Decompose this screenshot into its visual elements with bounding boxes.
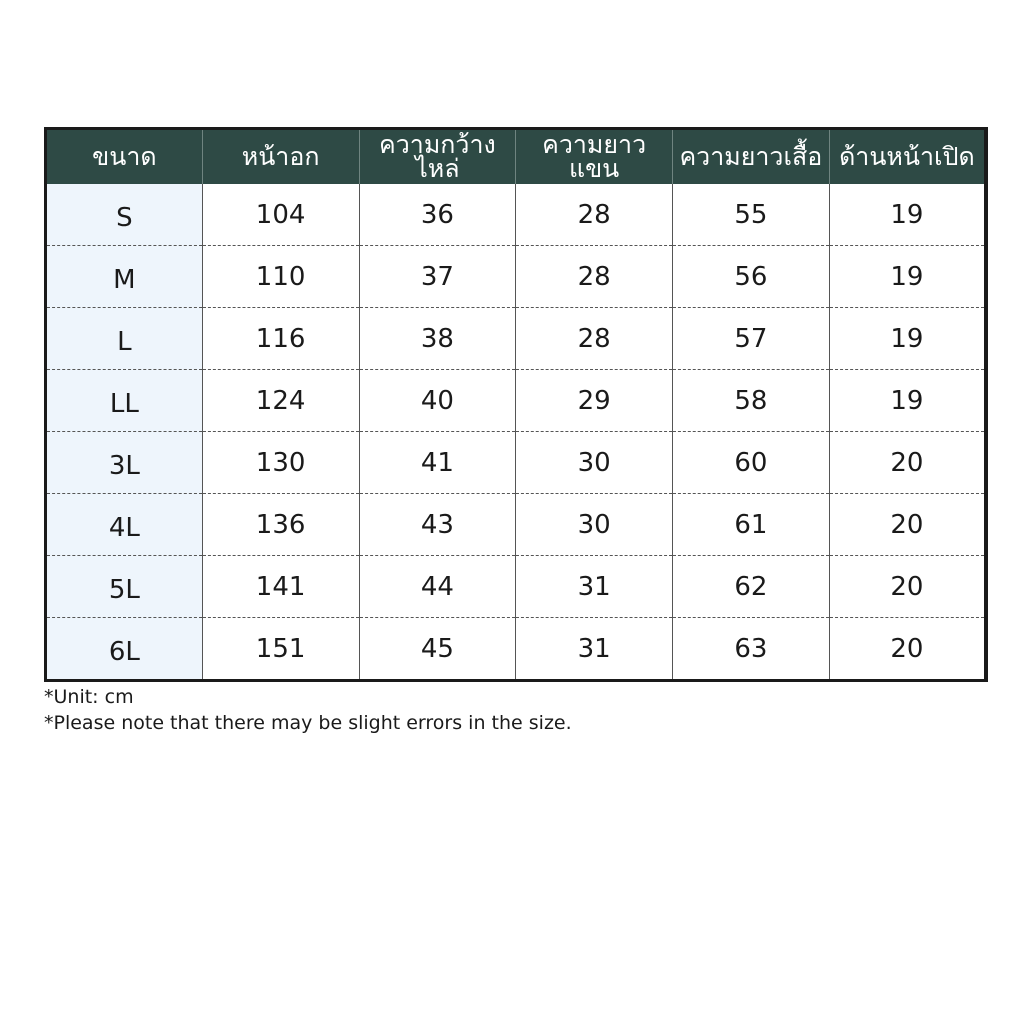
size-cell: 3L	[46, 432, 203, 494]
front-cell: 19	[829, 184, 986, 246]
unit-note: *Unit: cm	[44, 686, 134, 708]
header-garment-length: ความยาวเสื้อ	[673, 129, 830, 185]
table-row	[46, 308, 987, 370]
header-row	[46, 129, 987, 185]
chest-cell: 130	[202, 432, 359, 494]
shoulder-cell: 43	[359, 494, 516, 556]
table-row	[46, 246, 987, 308]
length-cell: 55	[673, 184, 830, 246]
size-cell: M	[46, 246, 203, 308]
length-cell: 56	[673, 246, 830, 308]
front-cell: 19	[829, 370, 986, 432]
size-chart-header	[46, 129, 987, 185]
sleeve-cell: 31	[516, 618, 673, 681]
chest-cell: 110	[202, 246, 359, 308]
shoulder-cell: 38	[359, 308, 516, 370]
size-cell: LL	[46, 370, 203, 432]
length-cell: 60	[673, 432, 830, 494]
chest-cell: 116	[202, 308, 359, 370]
size-cell: 6L	[46, 618, 203, 681]
size-cell: L	[46, 308, 203, 370]
table-row	[46, 618, 987, 681]
length-cell: 57	[673, 308, 830, 370]
size-cell: S	[46, 184, 203, 246]
chest-cell: 151	[202, 618, 359, 681]
shoulder-cell: 44	[359, 556, 516, 618]
front-cell: 19	[829, 308, 986, 370]
size-chart-body	[46, 184, 987, 681]
header-size: ขนาด	[46, 129, 203, 185]
header-front-opening: ด้านหน้าเปิด	[829, 129, 986, 185]
table-row	[46, 556, 987, 618]
chest-cell: 141	[202, 556, 359, 618]
size-cell: 4L	[46, 494, 203, 556]
table-row	[46, 432, 987, 494]
sleeve-cell: 29	[516, 370, 673, 432]
sleeve-cell: 30	[516, 432, 673, 494]
header-chest: หน้าอก	[202, 129, 359, 185]
sleeve-cell: 31	[516, 556, 673, 618]
chest-cell: 124	[202, 370, 359, 432]
shoulder-cell: 45	[359, 618, 516, 681]
length-cell: 62	[673, 556, 830, 618]
shoulder-cell: 40	[359, 370, 516, 432]
front-cell: 20	[829, 556, 986, 618]
front-cell: 20	[829, 494, 986, 556]
length-cell: 58	[673, 370, 830, 432]
disclaimer-note: *Please note that there may be slight errors in the size.	[44, 712, 572, 734]
shoulder-cell: 37	[359, 246, 516, 308]
sleeve-cell: 28	[516, 184, 673, 246]
table-row	[46, 370, 987, 432]
sleeve-cell: 30	[516, 494, 673, 556]
size-notes	[44, 684, 572, 736]
chest-cell: 104	[202, 184, 359, 246]
sleeve-cell: 28	[516, 246, 673, 308]
shoulder-cell: 36	[359, 184, 516, 246]
header-shoulder-width: ความกว้างไหล่	[359, 129, 516, 185]
table-row	[46, 494, 987, 556]
size-cell: 5L	[46, 556, 203, 618]
shoulder-cell: 41	[359, 432, 516, 494]
length-cell: 61	[673, 494, 830, 556]
length-cell: 63	[673, 618, 830, 681]
size-chart-table	[44, 127, 988, 682]
front-cell: 20	[829, 432, 986, 494]
front-cell: 20	[829, 618, 986, 681]
header-sleeve-length: ความยาวแขน	[516, 129, 673, 185]
sleeve-cell: 28	[516, 308, 673, 370]
table-row	[46, 184, 987, 246]
front-cell: 19	[829, 246, 986, 308]
chest-cell: 136	[202, 494, 359, 556]
